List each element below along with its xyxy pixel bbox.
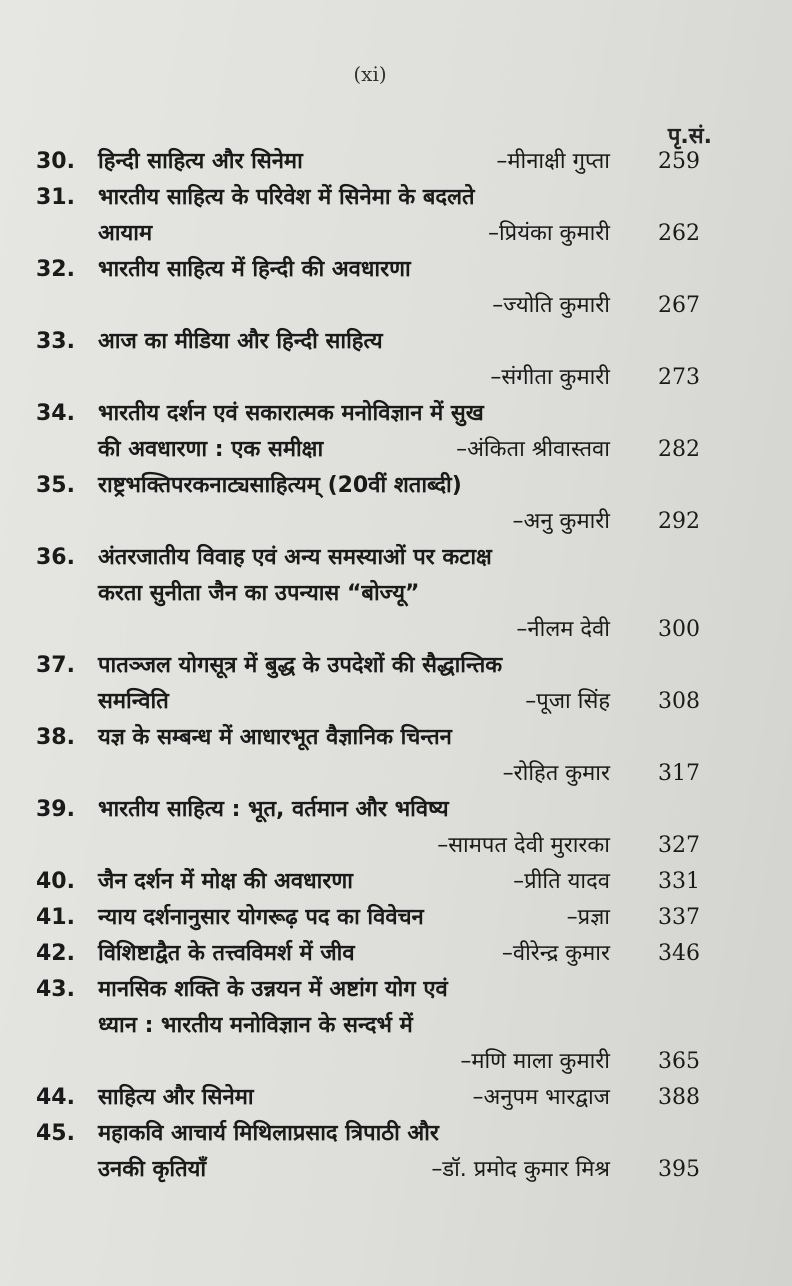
entry-title: हिन्दी साहित्य और सिनेमा — [98, 149, 303, 174]
entry-title: भारतीय दर्शन एवं सकारात्मक मनोविज्ञान में सुख — [98, 401, 484, 426]
entry-author: –अनु कुमारी — [512, 509, 610, 534]
toc-entry — [36, 180, 700, 252]
entry-title: मानसिक शक्ति के उन्नयन में अष्टांग योग एवं — [98, 977, 448, 1002]
entry-author: –प्रियंका कुमारी — [487, 221, 610, 246]
toc-entry — [36, 1080, 700, 1116]
toc-line — [36, 360, 700, 396]
toc-line — [36, 468, 700, 504]
toc-line — [36, 576, 700, 612]
entry-title: करता सुनीता जैन का उपन्यास “बोज्यू” — [98, 581, 420, 606]
entry-title: भारतीय साहित्य : भूत, वर्तमान और भविष्य — [98, 797, 449, 822]
entry-author: –प्रीति यादव — [513, 869, 610, 894]
toc-line — [36, 828, 700, 864]
toc-line — [36, 252, 700, 288]
toc-line — [36, 864, 700, 900]
toc-entry — [36, 720, 700, 792]
entry-author: –नीलम देवी — [516, 617, 610, 642]
entry-title: पातञ्जल योगसूत्र में बुद्ध के उपदेशों की सैद्धान्तिक — [98, 653, 503, 678]
entry-author: –संगीता कुमारी — [490, 365, 610, 390]
entry-page: 365 — [658, 1049, 700, 1074]
entry-number: 30. — [36, 149, 75, 174]
toc-line — [36, 288, 700, 324]
entry-title: भारतीय साहित्य में हिन्दी की अवधारणा — [98, 257, 411, 282]
entry-author: –प्रज्ञा — [566, 905, 610, 930]
entry-title: भारतीय साहित्य के परिवेश में सिनेमा के बदलते — [98, 185, 475, 210]
entry-page: 262 — [658, 221, 700, 246]
toc-entry — [36, 1116, 700, 1188]
toc-line — [36, 612, 700, 648]
toc-entry — [36, 936, 700, 972]
entry-page: 337 — [658, 905, 700, 930]
table-of-contents — [36, 144, 700, 1188]
entry-page: 331 — [658, 869, 700, 894]
entry-author: –डॉ. प्रमोद कुमार मिश्र — [431, 1157, 610, 1182]
entry-title: राष्ट्रभक्तिपरकनाट्यसाहित्यम् (20वीं शताब्दी) — [98, 473, 462, 498]
entry-author: –अंकिता श्रीवास्तवा — [456, 437, 610, 462]
entry-author: –पूजा सिंह — [525, 689, 610, 714]
entry-number: 41. — [36, 905, 75, 930]
toc-line — [36, 216, 700, 252]
toc-line — [36, 792, 700, 828]
entry-title: महाकवि आचार्य मिथिलाप्रसाद त्रिपाठी और — [98, 1121, 439, 1146]
entry-number: 45. — [36, 1121, 75, 1146]
entry-number: 32. — [36, 257, 75, 282]
toc-entry — [36, 252, 700, 324]
entry-title: की अवधारणा : एक समीक्षा — [98, 437, 324, 462]
toc-line — [36, 396, 700, 432]
entry-number: 34. — [36, 401, 75, 426]
toc-line — [36, 324, 700, 360]
entry-page: 346 — [658, 941, 700, 966]
entry-number: 35. — [36, 473, 75, 498]
entry-page: 273 — [658, 365, 700, 390]
entry-number: 38. — [36, 725, 75, 750]
entry-author: –ज्योति कुमारी — [492, 293, 610, 318]
entry-author: –अनुपम भारद्वाज — [472, 1085, 610, 1110]
toc-line — [36, 756, 700, 792]
entry-number: 40. — [36, 869, 75, 894]
toc-entry — [36, 864, 700, 900]
toc-entry — [36, 468, 700, 540]
toc-entry — [36, 648, 700, 720]
entry-page: 395 — [658, 1157, 700, 1182]
entry-title: आयाम — [98, 221, 153, 246]
toc-line — [36, 972, 700, 1008]
entry-title: साहित्य और सिनेमा — [98, 1085, 254, 1110]
toc-entry — [36, 324, 700, 396]
toc-line — [36, 540, 700, 576]
toc-line — [36, 1116, 700, 1152]
toc-line — [36, 144, 700, 180]
entry-title: ध्यान : भारतीय मनोविज्ञान के सन्दर्भ में — [98, 1013, 413, 1038]
toc-line — [36, 648, 700, 684]
entry-number: 39. — [36, 797, 75, 822]
toc-line — [36, 1152, 700, 1188]
entry-title: आज का मीडिया और हिन्दी साहित्य — [98, 329, 383, 354]
entry-author: –मणि माला कुमारी — [460, 1049, 610, 1074]
entry-page: 317 — [658, 761, 700, 786]
toc-entry — [36, 900, 700, 936]
entry-title: न्याय दर्शनानुसार योगरूढ़ पद का विवेचन — [98, 905, 424, 930]
entry-page: 292 — [658, 509, 700, 534]
entry-page: 327 — [658, 833, 700, 858]
entry-number: 31. — [36, 185, 75, 210]
entry-page: 267 — [658, 293, 700, 318]
entry-title: उनकी कृतियाँ — [98, 1157, 207, 1182]
entry-number: 42. — [36, 941, 75, 966]
toc-entry — [36, 972, 700, 1080]
toc-line — [36, 432, 700, 468]
page-number: (xi) — [353, 62, 387, 86]
entry-page: 300 — [658, 617, 700, 642]
entry-page: 259 — [658, 149, 700, 174]
entry-page: 282 — [658, 437, 700, 462]
entry-author: –सामपत देवी मुरारका — [437, 833, 610, 858]
entry-number: 36. — [36, 545, 75, 570]
toc-entry — [36, 792, 700, 864]
toc-line — [36, 936, 700, 972]
toc-line — [36, 684, 700, 720]
entry-number: 44. — [36, 1085, 75, 1110]
entry-title: अंतरजातीय विवाह एवं अन्य समस्याओं पर कटाक्ष — [98, 545, 492, 570]
toc-line — [36, 1080, 700, 1116]
entry-page: 308 — [658, 689, 700, 714]
entry-author: –रोहित कुमार — [502, 761, 610, 786]
page-column-heading: पृ.सं. — [667, 124, 712, 149]
toc-line — [36, 1044, 700, 1080]
toc-line — [36, 1008, 700, 1044]
entry-author: –मीनाक्षी गुप्ता — [496, 149, 610, 174]
entry-author: –वीरेन्द्र कुमार — [501, 941, 610, 966]
toc-entry — [36, 396, 700, 468]
entry-number: 37. — [36, 653, 75, 678]
toc-entry — [36, 540, 700, 648]
entry-number: 33. — [36, 329, 75, 354]
toc-line — [36, 504, 700, 540]
entry-number: 43. — [36, 977, 75, 1002]
entry-title: जैन दर्शन में मोक्ष की अवधारणा — [98, 869, 353, 894]
entry-title: यज्ञ के सम्बन्ध में आधारभूत वैज्ञानिक चिन्तन — [98, 725, 452, 750]
toc-line — [36, 900, 700, 936]
toc-entry — [36, 144, 700, 180]
toc-line — [36, 180, 700, 216]
toc-line — [36, 720, 700, 756]
entry-title: विशिष्टाद्वैत के तत्त्वविमर्श में जीव — [98, 941, 355, 966]
entry-page: 388 — [658, 1085, 700, 1110]
entry-title: समन्विति — [98, 689, 169, 714]
